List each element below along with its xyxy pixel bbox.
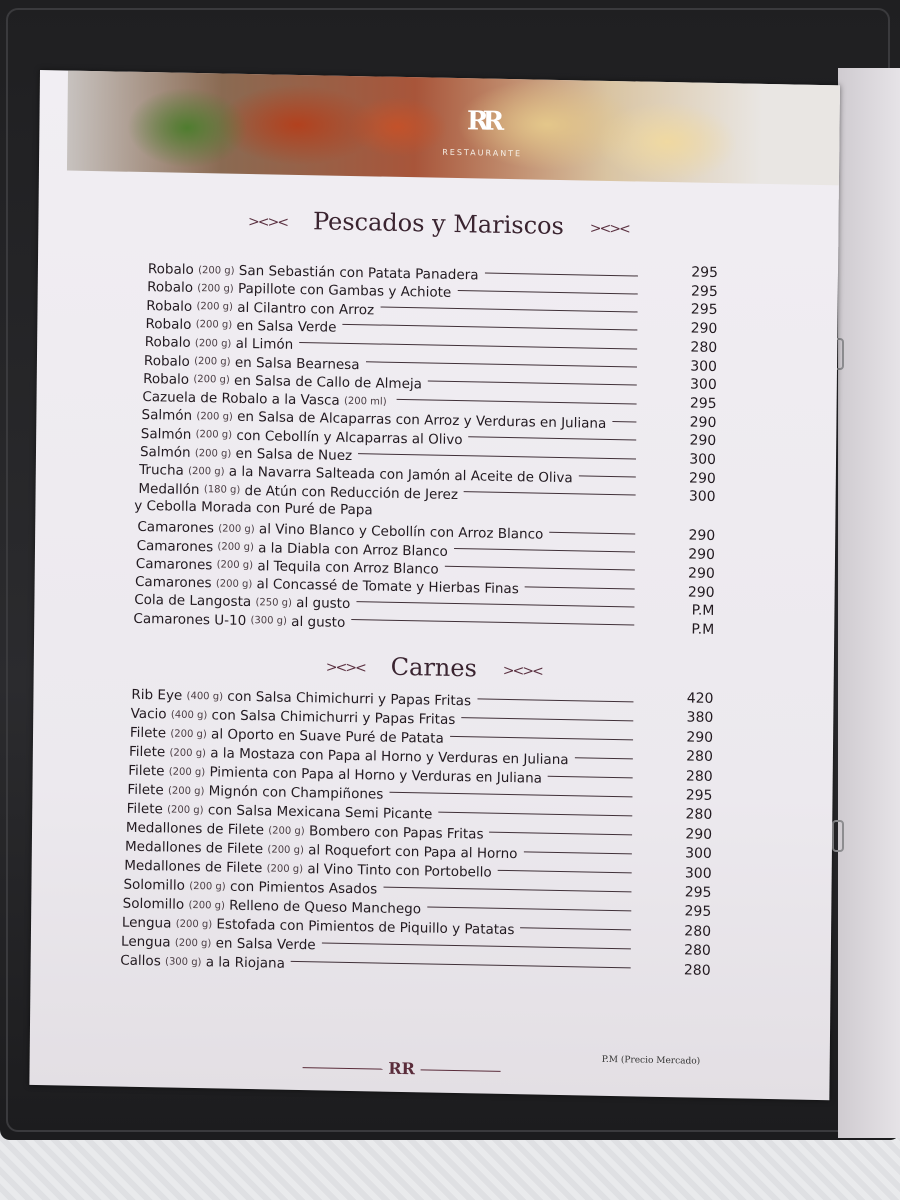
dot-leader (445, 566, 635, 571)
menu-item-description: al gusto (291, 613, 346, 631)
menu-item-weight: (200 g) (267, 843, 304, 856)
ornament-icon: ><>< (589, 220, 629, 237)
menu-item-weight: (200 g) (215, 577, 253, 590)
menu-item-price: 290 (688, 565, 715, 582)
menu-item-description: en Salsa Verde (236, 317, 337, 336)
menu-item-weight: (400 g) (170, 709, 208, 721)
dot-leader (469, 436, 637, 440)
menu-item-description: San Sebastián con Patata Panadera (238, 262, 479, 284)
menu-item-price: 295 (689, 395, 717, 412)
menu-item-description: al Tequila con Arroz Blanco (257, 557, 439, 578)
menu-item-weight: (200 g) (193, 374, 230, 386)
menu-item-weight: (200 g) (196, 301, 234, 313)
price-footnote: P.M (Precio Mercado) (601, 1054, 701, 1067)
dot-leader (579, 475, 636, 477)
menu-item-name: Solomillo (123, 876, 186, 894)
menu-item-description: con Salsa Chimichurri y Papas Fritas (211, 707, 456, 729)
dot-leader (575, 757, 633, 759)
menu-item-description: Estofada con Pimientos de Piquillo y Patatas (216, 916, 515, 939)
menu-item-name: Filete (127, 781, 164, 799)
menu-item-price: 420 (686, 690, 714, 707)
food-photo-banner (67, 71, 840, 186)
dot-leader (438, 811, 632, 816)
menu-item-description: en Salsa Bearnesa (234, 354, 360, 373)
menu-item-name: Filete (128, 762, 165, 780)
menu-item-price: 280 (685, 768, 713, 785)
dot-leader (464, 491, 636, 495)
menu-item-weight: (200 g) (188, 899, 225, 912)
menu-item-weight: (200 g) (217, 541, 254, 554)
dot-leader (351, 619, 634, 625)
menu-item-weight: (400 g) (186, 690, 224, 703)
dot-leader (490, 831, 633, 835)
menu-item-description: al Vino Blanco y Cebollín con Arroz Blanco (258, 521, 544, 543)
restaurant-logo-text: RESTAURANTE (442, 147, 523, 159)
menu-item-price: 280 (683, 962, 711, 979)
menu-item-name: Robalo (147, 279, 194, 297)
menu-item-price: 300 (689, 376, 717, 394)
binder-ring-icon (832, 820, 844, 852)
dot-leader (450, 735, 633, 740)
restaurant-logo: RR (466, 106, 499, 137)
menu-item-description: Mignón con Champiñones (208, 783, 384, 803)
menu-item-price: 300 (688, 488, 716, 506)
menu-item-description: a la Mostaza con Papa al Horno y Verduras en Juliana (210, 745, 569, 769)
menu-item-name: Robalo (145, 315, 192, 333)
footer-logo: RR (292, 1057, 512, 1080)
menu-item-price: 290 (688, 546, 716, 564)
dot-leader (485, 272, 638, 276)
dot-leader (520, 927, 631, 930)
menu-item-price: 290 (685, 826, 713, 843)
dot-leader (477, 698, 633, 702)
menu-item-name: Filete (129, 724, 167, 742)
dot-leader (428, 381, 637, 386)
menu-item-description: Papillote con Gambas y Achiote (237, 281, 452, 302)
menu-item-weight: (300 g) (250, 615, 287, 627)
menu-item-description: con Cebollín y Alcaparras al Olivo (236, 427, 463, 448)
menu-item-price: 290 (689, 432, 717, 450)
menu-item-name: Lengua (121, 914, 172, 932)
menu-item-weight: (200 g) (167, 784, 205, 797)
next-page-edge (838, 68, 900, 1138)
menu-item-description: en Salsa de Callo de Almeja (233, 372, 423, 393)
menu-item-description: a la Navarra Salteada con Jamón al Aceite de Oliva (228, 463, 573, 487)
menu-item-name: Filete (128, 743, 166, 761)
dot-leader (612, 421, 636, 422)
menu-item-weight: (200 g) (167, 803, 204, 816)
menu-item-price: 290 (689, 414, 717, 431)
menu-item-price: 290 (688, 527, 716, 545)
dot-leader (397, 398, 637, 404)
menu-item-name: Camarones U-10 (133, 610, 247, 629)
menu-item-weight: (250 g) (255, 597, 292, 609)
menu-item-name: Cola de Langosta (134, 592, 252, 611)
menu-item-weight: (200 g) (198, 264, 235, 277)
menu-item-name: Camarones (136, 537, 214, 555)
menu-item-description: a la Riojana (205, 954, 285, 972)
menu-item-weight: (180 g) (203, 484, 241, 496)
menu-item-description: al gusto (296, 595, 351, 613)
menu-item-name: Camarones (134, 573, 212, 592)
menu-item-description: al Oporto en Suave Puré de Patata (211, 726, 444, 747)
dot-leader (461, 717, 633, 721)
dot-leader (549, 531, 635, 534)
menu-item-price: 280 (686, 748, 713, 766)
menu-page (29, 70, 840, 1100)
ornament-icon: ><>< (248, 213, 288, 231)
menu-item-name: Cazuela de Robalo a la Vasca (142, 389, 340, 409)
menu-item-name: Callos (120, 952, 161, 970)
menu-item-weight: (200 g) (194, 355, 231, 368)
menu-item-price: 300 (684, 865, 712, 882)
dot-leader (322, 942, 631, 949)
ornament-icon: ><>< (325, 659, 365, 676)
menu-item-price: 280 (690, 339, 718, 356)
menu-item-description: con Pimientos Asados (229, 878, 378, 898)
menu-item-price: 280 (685, 806, 713, 824)
menu-item-weight: (200 g) (216, 559, 254, 572)
menu-item-price: 295 (690, 283, 718, 300)
menu-item-weight: (200 ml) (343, 395, 387, 408)
menu-item-weight: (200 g) (268, 824, 305, 837)
dot-leader (498, 869, 632, 873)
menu-item-price: 280 (684, 942, 711, 960)
menu-item-price: 290 (687, 583, 715, 601)
dot-leader (525, 586, 635, 589)
dot-leader (523, 851, 631, 854)
menu-item-description: al Cilantro con Arroz (237, 299, 375, 319)
menu-item-description: en Salsa de Nuez (235, 445, 353, 465)
menu-item-description: al Limón (235, 335, 294, 354)
menu-item-description: Relleno de Queso Manchego (229, 897, 422, 918)
menu-item-price: 295 (691, 264, 719, 282)
menu-item-description: en Salsa Verde (215, 935, 316, 954)
menu-item-description: con Salsa Mexicana Semi Picante (207, 802, 433, 823)
menu-item-weight: (200 g) (197, 282, 234, 295)
menu-item-name: Filete (126, 800, 163, 818)
menu-item-name: Salmón (139, 443, 191, 461)
dot-leader (358, 453, 636, 459)
menu-item-weight: (200 g) (175, 918, 213, 930)
menu-item-price: 295 (690, 301, 718, 319)
menu-item-price: 300 (690, 358, 718, 375)
menu-item-description: de Atún con Reducción de Jerez (244, 482, 459, 503)
menu-item-name: Rib Eye (131, 686, 183, 704)
menu-item-name: Camarones (137, 519, 215, 537)
menu-item-name: Medallones de Filete (124, 857, 263, 877)
menu-item-description: Pimienta con Papa al Horno y Verduras en Juliana (209, 764, 543, 787)
menu-item-price: 295 (684, 884, 712, 901)
menu-item-weight: (200 g) (194, 447, 232, 460)
menu-item-name: Salmón (141, 407, 193, 425)
dot-leader (291, 960, 631, 968)
menu-item-description: al Vino Tinto con Portobello (307, 861, 492, 881)
menu-item-price: 300 (685, 845, 712, 863)
menu-item-name: Medallones de Filete (124, 838, 264, 858)
menu-item-name: Lengua (120, 933, 171, 951)
menu-item-price: 300 (689, 451, 717, 468)
dot-leader (454, 548, 635, 552)
menu-item-name: Robalo (143, 352, 190, 370)
menu-item-price: 290 (689, 470, 716, 487)
menu-item-weight: (200 g) (194, 337, 232, 350)
dot-leader (380, 307, 637, 313)
dot-leader (548, 775, 633, 778)
menu-item-weight: (200 g) (195, 319, 233, 332)
ornament-icon: ><>< (502, 662, 542, 680)
dot-leader (299, 342, 637, 349)
menu-item-weight: (200 g) (174, 937, 212, 949)
menu-item-price: 290 (686, 729, 714, 746)
menu-item-name: Vacio (130, 705, 167, 723)
menu-item-weight: (200 g) (189, 880, 226, 893)
menu-item-name: Robalo (143, 370, 190, 388)
menu-item-name: Solomillo (122, 895, 185, 913)
menu-item-description: a la Diabla con Arroz Blanco (258, 539, 448, 560)
dot-leader (457, 290, 637, 294)
menu-item-weight: (200 g) (218, 523, 255, 535)
menu-item-price: 295 (684, 903, 712, 921)
dot-leader (342, 324, 637, 331)
menu-item-name: Robalo (144, 334, 191, 352)
menu-item-price: 280 (684, 923, 712, 940)
menu-item-price: 380 (686, 709, 714, 727)
menu-item-name: Salmón (140, 425, 192, 443)
menu-item-description: con Salsa Chimichurri y Papas Fritas (227, 688, 472, 710)
menu-item-weight: (200 g) (196, 410, 233, 423)
menu-item-continuation: y Cebolla Morada con Puré de Papa (134, 497, 373, 519)
dot-leader (383, 886, 631, 892)
menu-item-price: P.M (691, 602, 715, 620)
menu-item-description: Bombero con Papas Fritas (308, 823, 484, 843)
menu-item-weight: (300 g) (165, 955, 202, 968)
menu-item-weight: (200 g) (195, 429, 233, 441)
menu-item-weight: (200 g) (266, 862, 304, 875)
dot-leader (356, 601, 634, 607)
section-title-pescados: ><>< Pescados y Mariscos ><>< (248, 207, 629, 241)
menu-item-name: Medallones de Filete (125, 819, 265, 839)
menu-item-price: P.M (691, 621, 715, 638)
menu-item-weight: (200 g) (188, 465, 225, 478)
menu-item-price: 290 (690, 320, 718, 338)
menu-item-description: al Concassé de Tomate y Hierbas Finas (256, 576, 519, 598)
menu-item-name: Trucha (139, 462, 184, 480)
dot-leader (366, 361, 637, 367)
menu-item-weight: (200 g) (169, 747, 207, 759)
menu-item-weight: (200 g) (168, 766, 206, 778)
dot-leader (427, 906, 631, 911)
dot-leader (389, 791, 632, 797)
menu-item-weight: (200 g) (170, 728, 207, 740)
menu-item-description: en Salsa de Alcaparras con Arroz y Verduras en Juliana (237, 409, 607, 433)
menu-item-name: Robalo (146, 297, 193, 315)
menu-item-description: al Roquefort con Papa al Horno (308, 842, 518, 863)
menu-item-name: Medallón (138, 480, 200, 498)
section-title-carnes: ><>< Carnes ><>< (325, 652, 542, 683)
menu-item-price: 295 (685, 787, 713, 804)
menu-item-name: Robalo (147, 261, 194, 278)
menu-item-name: Camarones (135, 555, 213, 574)
